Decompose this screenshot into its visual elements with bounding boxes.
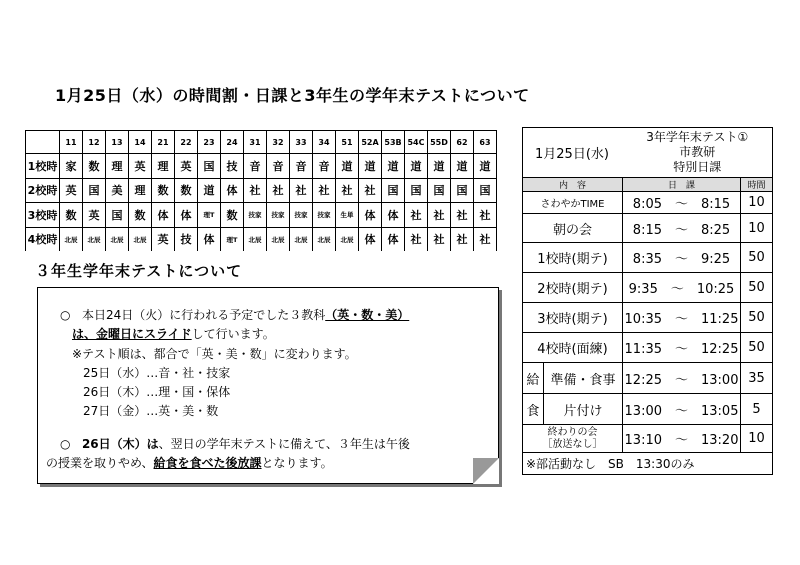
subject-cell: 社 bbox=[267, 178, 290, 203]
subject-cell: 理 bbox=[129, 178, 152, 203]
club-notice: ※部活動なし SB 13:30のみ bbox=[523, 453, 773, 475]
subject-cell: 北辰 bbox=[106, 227, 129, 251]
subject-cell: 道 bbox=[428, 154, 451, 179]
subject-cell: 体 bbox=[221, 178, 244, 203]
class-header: 55D bbox=[428, 131, 451, 154]
schedule-minutes: 50 bbox=[741, 273, 773, 303]
subject-cell: 体 bbox=[382, 227, 405, 251]
class-header: 51 bbox=[336, 131, 359, 154]
period-label: 4校時 bbox=[26, 227, 60, 251]
schedule-minutes: 50 bbox=[741, 333, 773, 363]
page-curl-decoration bbox=[473, 458, 499, 484]
subject-cell: 技 bbox=[221, 154, 244, 179]
schedule-time: 8:05 ～ 8:15 bbox=[623, 192, 741, 214]
subject-cell: 数 bbox=[152, 178, 175, 203]
schedule-time: 13:00 ～ 13:05 bbox=[623, 394, 741, 425]
bullet-icon: ○ bbox=[60, 308, 71, 322]
period-label: 2校時 bbox=[26, 178, 60, 203]
subject-cell: 社 bbox=[359, 178, 382, 203]
class-header: 53B bbox=[382, 131, 405, 154]
subject-cell: 社 bbox=[405, 227, 428, 251]
subject-cell: 生単 bbox=[336, 203, 359, 228]
schedule-content: 1校時(期テ) bbox=[523, 243, 623, 273]
class-header: 12 bbox=[83, 131, 106, 154]
subject-cell: 国 bbox=[451, 178, 474, 203]
subject-cell: 音 bbox=[313, 154, 336, 179]
class-header: 21 bbox=[152, 131, 175, 154]
notice-test-order: ※テスト順は、都合で「英・美・数」に変わります。 bbox=[72, 347, 357, 361]
subject-cell: 数 bbox=[129, 203, 152, 228]
subject-cell: 技 bbox=[175, 227, 198, 251]
test-day-2: 26日（木）…理・国・保体 bbox=[83, 385, 231, 399]
subject-cell: 数 bbox=[60, 203, 83, 228]
schedule-minutes: 10 bbox=[741, 214, 773, 243]
subject-cell: 英 bbox=[129, 154, 152, 179]
subject-cell: 英 bbox=[60, 178, 83, 203]
subject-cell: 社 bbox=[405, 203, 428, 228]
class-header: 11 bbox=[60, 131, 83, 154]
subject-cell: 体 bbox=[359, 203, 382, 228]
subject-cell: 北辰 bbox=[83, 227, 106, 251]
notice-paragraph-2-cont: の授業を取りやめ、給食を食べた後放課となります。 bbox=[46, 456, 333, 470]
schedule-time: 11:35 ～ 12:25 bbox=[623, 333, 741, 363]
schedule-minutes: 35 bbox=[741, 363, 773, 394]
class-header: 22 bbox=[175, 131, 198, 154]
period-label: 3校時 bbox=[26, 203, 60, 228]
schedule-time: 10:35 ～ 11:25 bbox=[623, 303, 741, 333]
schedule-content: 朝の会 bbox=[523, 214, 623, 243]
class-header: 24 bbox=[221, 131, 244, 154]
subject-cell: 社 bbox=[474, 203, 497, 228]
class-header: 34 bbox=[313, 131, 336, 154]
subject-cell: 技家 bbox=[244, 203, 267, 228]
schedule-time: 9:35 ～ 10:25 bbox=[623, 273, 741, 303]
col-schedule-header: 日 課 bbox=[623, 178, 741, 192]
schedule-event: 3年学年末テスト① 市教研 特別日課 bbox=[623, 128, 773, 178]
subject-cell: 国 bbox=[405, 178, 428, 203]
dismissal-emphasis: 給食を食べた後放課 bbox=[153, 456, 262, 470]
notice-box bbox=[37, 287, 499, 484]
subject-cell: 北辰 bbox=[60, 227, 83, 251]
subject-cell: 英 bbox=[83, 203, 106, 228]
class-header: 54C bbox=[405, 131, 428, 154]
subject-cell: 道 bbox=[336, 154, 359, 179]
lunch-prep-row bbox=[523, 363, 623, 394]
subject-cell: 北辰 bbox=[129, 227, 152, 251]
class-header: 63 bbox=[474, 131, 497, 154]
class-header: 23 bbox=[198, 131, 221, 154]
subject-cell: 社 bbox=[428, 227, 451, 251]
schedule-time: 12:25 ～ 13:00 bbox=[623, 363, 741, 394]
subject-cell: 道 bbox=[198, 178, 221, 203]
subject-cell: 道 bbox=[359, 154, 382, 179]
subject-cell: 英 bbox=[152, 227, 175, 251]
subject-cell: 道 bbox=[474, 154, 497, 179]
notice-paragraph-2: ○ 26日（木）は、翌日の学年末テストに備えて、３年生は午後 bbox=[60, 437, 410, 451]
class-header: 13 bbox=[106, 131, 129, 154]
subject-cell: 音 bbox=[290, 154, 313, 179]
class-header: 31 bbox=[244, 131, 267, 154]
col-time-header: 時間 bbox=[741, 178, 773, 192]
subject-cell: 理T bbox=[198, 203, 221, 228]
subject-cell: 数 bbox=[221, 203, 244, 228]
notice-paragraph-1: ○ 本日24日（火）に行われる予定でした３教科（英・数・美） bbox=[60, 308, 410, 322]
subject-cell: 数 bbox=[175, 178, 198, 203]
subject-cell: 道 bbox=[405, 154, 428, 179]
schedule-time: 13:10 ～ 13:20 bbox=[623, 425, 741, 453]
subject-cell: 体 bbox=[198, 227, 221, 251]
subject-cell: 社 bbox=[244, 178, 267, 203]
class-header: 52A bbox=[359, 131, 382, 154]
subject-cell: 北辰 bbox=[290, 227, 313, 251]
page-title: 1月25日（水）の時間割・日課と3年生の学年末テストについて bbox=[55, 86, 530, 105]
notice-heading: ３年生学年末テストについて bbox=[35, 262, 243, 280]
schedule-minutes: 50 bbox=[741, 243, 773, 273]
schedule-date: 1月25日(水) bbox=[523, 128, 623, 178]
col-content-header: 内 容 bbox=[523, 178, 623, 192]
class-header: 32 bbox=[267, 131, 290, 154]
subject-cell: 技家 bbox=[267, 203, 290, 228]
class-timetable bbox=[25, 130, 497, 251]
test-day-1: 25日（水）…音・社・技家 bbox=[83, 366, 231, 380]
subject-cell: 社 bbox=[336, 178, 359, 203]
subject-cell: 社 bbox=[474, 227, 497, 251]
subject-cell: 国 bbox=[474, 178, 497, 203]
subject-cell: 音 bbox=[267, 154, 290, 179]
subject-cell: 国 bbox=[428, 178, 451, 203]
subject-cell: 国 bbox=[106, 203, 129, 228]
lunch-cleanup-row bbox=[523, 394, 623, 425]
subject-cell: 北辰 bbox=[244, 227, 267, 251]
schedule-minutes: 10 bbox=[741, 192, 773, 214]
lunch-label-top: 給 bbox=[523, 363, 544, 393]
subject-cell: 数 bbox=[83, 154, 106, 179]
schedule-content: 準備・食事 bbox=[550, 372, 616, 388]
schedule-content: 3校時(期テ) bbox=[523, 303, 623, 333]
grid-corner bbox=[26, 131, 60, 154]
subject-cell: 国 bbox=[198, 154, 221, 179]
subjects-emphasis: （英・数・美） bbox=[325, 308, 410, 322]
schedule-content: さわやかTIME bbox=[523, 192, 623, 214]
class-header: 62 bbox=[451, 131, 474, 154]
notice-paragraph-1-cont: は、金曜日にスライドして行います。 bbox=[72, 327, 275, 341]
subject-cell: 技家 bbox=[313, 203, 336, 228]
schedule-minutes: 10 bbox=[741, 425, 773, 453]
subject-cell: 道 bbox=[451, 154, 474, 179]
test-day-3: 27日（金）…英・美・数 bbox=[83, 404, 219, 418]
subject-cell: 美 bbox=[106, 178, 129, 203]
subject-cell: 体 bbox=[382, 203, 405, 228]
subject-cell: 体 bbox=[152, 203, 175, 228]
lunch-label-bottom: 食 bbox=[523, 394, 544, 424]
subject-cell: 音 bbox=[244, 154, 267, 179]
schedule-time: 8:15 ～ 8:25 bbox=[623, 214, 741, 243]
subject-cell: 体 bbox=[175, 203, 198, 228]
subject-cell: 社 bbox=[451, 203, 474, 228]
subject-cell: 英 bbox=[175, 154, 198, 179]
schedule-content: 2校時(期テ) bbox=[523, 273, 623, 303]
schedule-content: 片付け bbox=[563, 403, 603, 419]
subject-cell: 社 bbox=[290, 178, 313, 203]
bullet-icon: ○ bbox=[60, 437, 71, 451]
subject-cell: 理 bbox=[106, 154, 129, 179]
subject-cell: 国 bbox=[382, 178, 405, 203]
subject-cell: 北辰 bbox=[267, 227, 290, 251]
subject-cell: 理 bbox=[152, 154, 175, 179]
schedule-minutes: 50 bbox=[741, 303, 773, 333]
subject-cell: 技家 bbox=[290, 203, 313, 228]
subject-cell: 社 bbox=[313, 178, 336, 203]
subject-cell: 社 bbox=[428, 203, 451, 228]
closing-meeting: 終わりの会 ［放送なし］ bbox=[523, 425, 623, 453]
subject-cell: 道 bbox=[382, 154, 405, 179]
slide-emphasis: は、金曜日にスライド bbox=[72, 327, 192, 341]
schedule-minutes: 5 bbox=[741, 394, 773, 425]
schedule-time: 8:35 ～ 9:25 bbox=[623, 243, 741, 273]
subject-cell: 国 bbox=[83, 178, 106, 203]
schedule-content: 4校時(面練) bbox=[523, 333, 623, 363]
subject-cell: 北辰 bbox=[336, 227, 359, 251]
period-label: 1校時 bbox=[26, 154, 60, 179]
subject-cell: 家 bbox=[60, 154, 83, 179]
subject-cell: 理T bbox=[221, 227, 244, 251]
class-header: 33 bbox=[290, 131, 313, 154]
subject-cell: 社 bbox=[451, 227, 474, 251]
daily-schedule bbox=[522, 127, 773, 475]
class-header: 14 bbox=[129, 131, 152, 154]
subject-cell: 北辰 bbox=[313, 227, 336, 251]
subject-cell: 体 bbox=[359, 227, 382, 251]
